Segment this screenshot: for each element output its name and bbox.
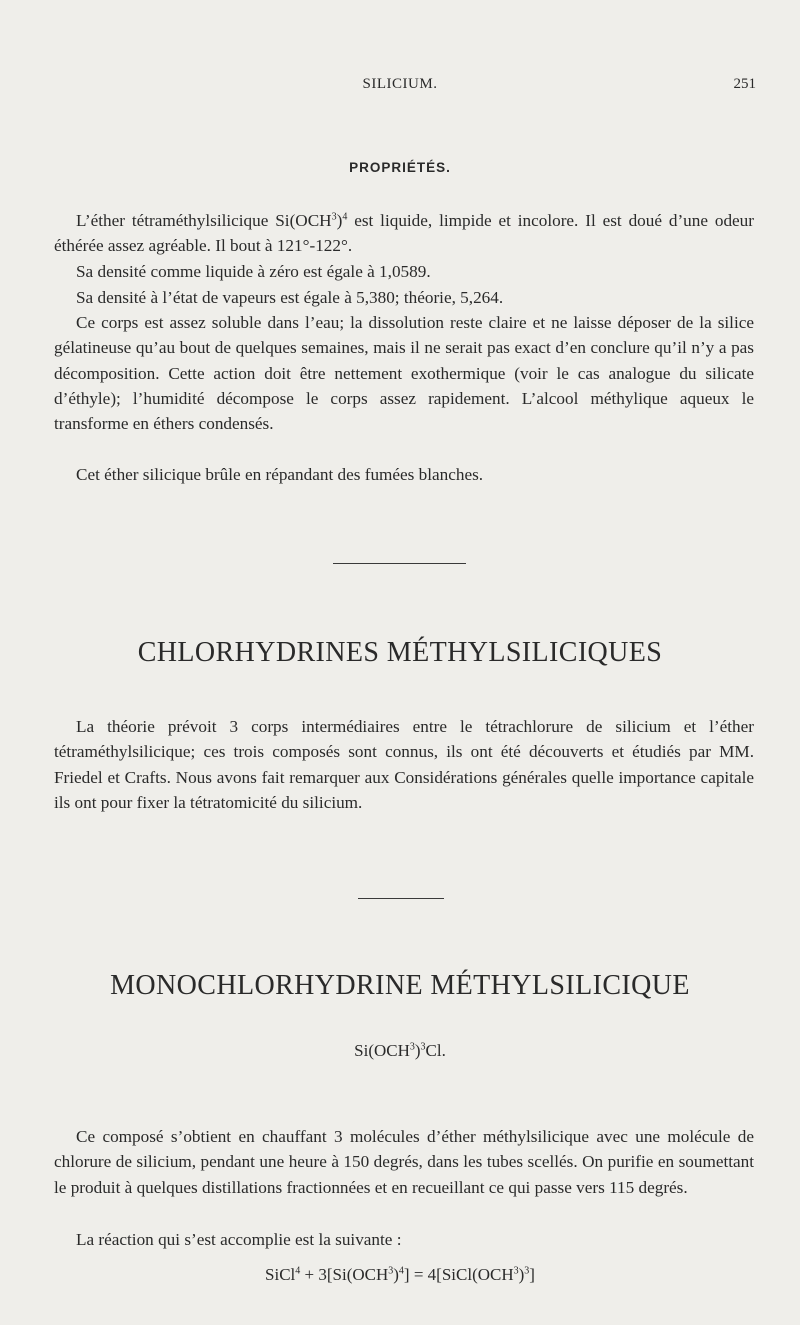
reaction-equation: SiCl$^4$ + $3[Si(OCH^3)^4]$ = $4[SiCl(OCH^3)^3]$ xyxy=(265,1265,535,1284)
running-title: SILICIUM. xyxy=(362,76,438,92)
paragraph-liquid-density: Sa densité comme liquide à zéro est égale à 1,0589. xyxy=(76,262,431,281)
page-number: 251 xyxy=(733,76,756,92)
paragraph-boiling-point: L’éther tétraméthylsilicique $Si(OCH^3)^4$ est liquide, limpide et incolore. Il est doué d’une odeur éthérée assez agréable. Il bout à 121°-122°. xyxy=(54,211,754,256)
chemical-formula: $Si(OCH^3)^3Cl$. xyxy=(354,1041,446,1060)
section-divider xyxy=(358,898,444,899)
paragraph-solubility: Ce corps est assez soluble dans l’eau; la dissolution reste claire et ne laisse déposer de la silice gélatineuse qu’au bout de quelques semaines, mais il ne serait pas exact d’en conclure qu’il n’y a pas décomposition. Cette action doit être nettement exothermique (voir le cas analogue du silicate d’éthyle); l’humidité décompose le corps assez rapidement. L’alcool méthylique aqueux le transforme en éthers condensés. xyxy=(54,313,754,434)
section-title-proprietes: PROPRIÉTÉS. xyxy=(349,160,451,175)
paragraph-chlorhydrines-theory: La théorie prévoit 3 corps intermédiaires entre le tétrachlorure de silicium et l’éther tétraméthylsilicique; ces trois composés sont connus, ils ont été découverts et étudiés par MM. Friedel et Crafts. Nous avons fait remarquer aux Considérations générales quelle importance capitale ils ont pour fixer la tétratomicité du silicium. xyxy=(54,717,754,812)
paragraph-combustion: Cet éther silicique brûle en répandant des fumées blanches. xyxy=(76,465,484,484)
heading-chlorhydrines: CHLORHYDRINES MÉTHYLSILICIQUES xyxy=(137,637,663,668)
paragraph-vapour-density: Sa densité à l’état de vapeurs est égale à 5,380; théorie, 5,264. xyxy=(76,288,504,307)
section-divider xyxy=(333,563,466,564)
paragraph-reaction-intro: La réaction qui s’est accomplie est la suivante : xyxy=(76,1230,402,1249)
heading-monochlorhydrine: MONOCHLORHYDRINE MÉTHYLSILICIQUE xyxy=(110,970,690,1001)
paragraph-preparation: Ce composé s’obtient en chauffant 3 molécules d’éther méthylsilicique avec une molécule de chlorure de silicium, pendant une heure à 150 degrés, dans les tubes scellés. On purifie en soumettant le produit à quelques distillations fractionnées et en recueillant ce qui passe vers 115 degrés. xyxy=(54,1127,754,1197)
